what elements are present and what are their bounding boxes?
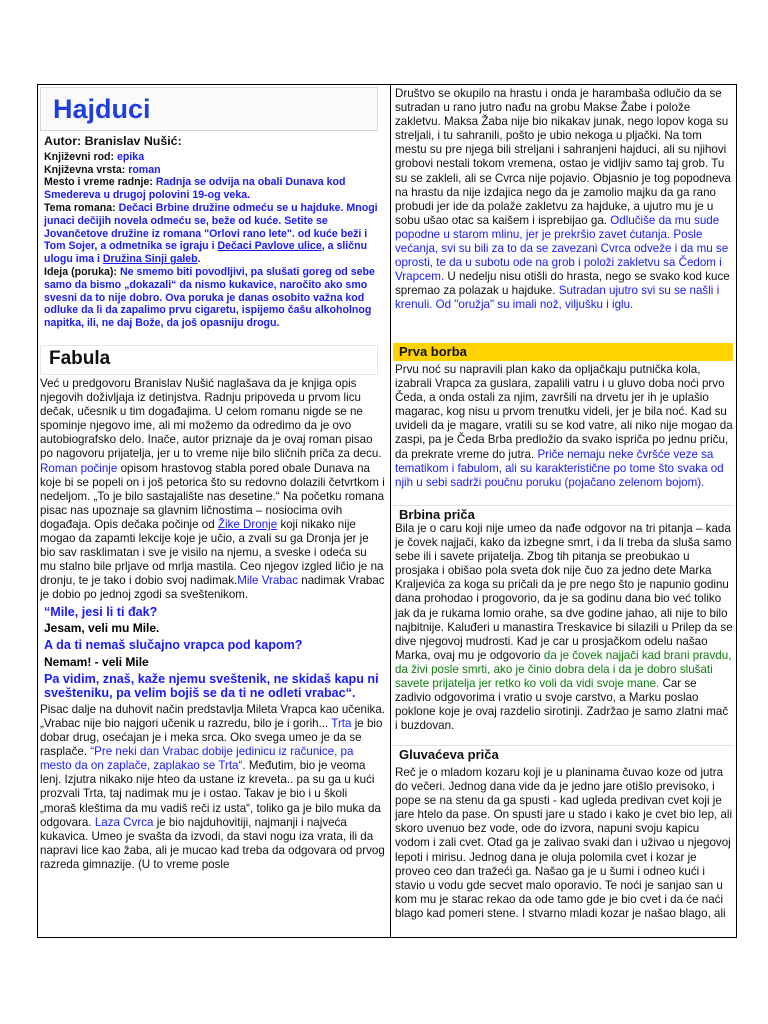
text-span: je bio dobar drug, osećajan je i meka srca. Oko svega umeo je da se rasplače. (40, 716, 383, 759)
link-zike-dronje[interactable]: Žike Dronje (217, 517, 278, 531)
text-span: Car se zadivio odgovorima i vratio u svoje carstvo, a Marku poslao poklone koje je ovaj razdelio sirotinji. Zadržao je samo zlatni mač i buzdovan. (395, 677, 729, 733)
text-span: Već u predgovoru Branislav Nušić naglašava da je knjiga opis njegovih doživljaja iz detinjstva. Radnju pripoveda u prvom licu dečak, učesnik u tim događajima. U celom romanu nigde se ne spominje njegovo ime, ali mi možemo da odredimo da je ovo autobiografsko delo. Inače, autor priznaje da je ovaj roman pisao po nagovoru prijatelja, jer u to vreme nije bilo sličnih priča za decu. (40, 377, 382, 461)
document-page (37, 84, 737, 938)
genre-label: Književni rod: (44, 150, 115, 163)
genre-value: epika (117, 150, 145, 163)
document-title: Hajduci (53, 94, 151, 124)
idea-label: Ideja (poruka): (44, 265, 117, 278)
place-value: Radnja se odvija na obali Dunava kod Smedereva u drugoj polovini 19-og veka. (44, 176, 346, 202)
text-span: Društvo se okupilo na hrastu i onda je harambaša odlučio da se sutradan u rano jutro nađu na grobu Makse Žabe i polože zakletvu. Maksa Žaba nije bio nikakav junak, nego lopov koga su streljali, i tu sahranili, pošto je ubio nekoga u pljački. Na tom mestu su pre njega bili streljani i sahranjeni hajduci, ali su njihovi grobovi nestali tokom vremena, ostao je vidljiv samo taj grob. Tu su se zakleli, ali se Cvrca nije pojavio. Objasnio je tog popodneva na hrastu da nije izdajica nego da je zamolio majku da ga rano probudi jer ide da polaže zakletvu za hajduke, a ujutro mu je u sobu ušao otac sa kaišem i isprebijao ga. (395, 87, 731, 227)
text-span: U nedelju nisu otišli do hrasta, nego se svako kod kuce spremao za polazak u hajduke. (395, 270, 730, 298)
left-column (38, 85, 391, 937)
section-heading-prva-borba (393, 343, 733, 361)
text-span: Međutim, bio je veoma lenj. Izjutra nikako nije hteo da ustane iz kreveta.. pa su ga u kući prozvali Trta, taj nadimak mu je i ostao. Takav je bio i u školi „moraš kleštima da mu vadiš reči iz usta“, toliko ga je bilo muka da odgovara. (40, 759, 381, 829)
title-box (40, 87, 378, 131)
theme-text-c: . (197, 253, 201, 266)
text-span: Bila je o caru koji nije umeo da nađe odgovor na tri pitanja – kada je čovek najjači, kako da izbegne smrt, i da li treba da sluša samo sebe ili i savete prijatelja. Zbog tih pitanja se preobukao u prosjaka i obišao pola sveta dok nije čuo za jedno dete Marka Kraljevića za koga su pričali da je pre nego što je napunio godinu dana prohodao i progovorio, da je sa godinu dana bio već toliko jak da je rukama lomio orahe, sa dve godine jahao, ali nije to bilo najbitnije. Kaluđeri u manastira Treskavice bi silazili u Prilep da se dive njegovoj mudrosti. Kad je car u prosjačkom odelu našao Marka, ovaj mu je odgovorio (395, 522, 733, 662)
section-heading-gluvaceva-prica (393, 745, 733, 764)
kind-line (44, 164, 382, 177)
place-line (44, 176, 382, 202)
text-span: je bio najduhovitiji, najmanji i najveća kukavica. Umeo je svašta da izvodi, da stavi nogu iza vrata, ili da napravi lice kao žaba, ali je mucao kad treba da odgovara od prvog razreda gimnazije. (U to vreme posle (40, 815, 385, 871)
prva-borba-paragraph (395, 363, 733, 490)
dialog-line-2: Jesam, veli mu Mile. (44, 621, 160, 636)
theme-line (44, 202, 382, 266)
dialog-line-1: “Mile, jesi li ti đak? (44, 604, 158, 619)
brbina-paragraph (395, 522, 733, 733)
right-column (391, 85, 736, 937)
section-title: Prva borba (399, 344, 467, 359)
link-druzina-sinji-galeb[interactable]: Družina Sinji galeb (102, 253, 198, 266)
text-span: koji nikako nije mogao da zapamti lekcije koje je učio, a zvali su ga Dronja jer je bio sav rasklimatan i sve je visilo na njemu, a sveske i odeća su mu stalno bile prljave od mrlja mastila. Ceo njegov izgled ličio je na dronju, te je tako i dobio svoj nadimak. (40, 517, 384, 588)
roman-pocinje: Roman počinje (40, 461, 118, 475)
trta-quote: “Pre neki dan Vrabac dobije jedinicu iz računice, pa mesto da on zaplače, zaplakao se Trta“. (40, 745, 354, 773)
gluvaceva-paragraph: Reč je o mladom kozaru koji je u planinama čuvao koze od jutra do večeri. Jednog dana vide da je jedno jare otišlo previsoko, i pope se na stenu da ga spusti - kad ugleda predivan cvet koji je jare htelo da pase. On spusti jare u stado i kako je cvet bio lep, ali skoro uvenuo bez vode, ode do izvora, napuni svoju kapicu vodom i zali cvet. Otad ga je zalivao svaki dan i uživao u njegovoj lepoti i mirisu. Jednog dana je oluja polomila cvet i kozar je proveo ceo dan tražeći ga. Našao ga je u šumi i odneo kući i stavio u vodu gde secvet malo oporavio. Te noći je sanjao san u kom mu je starac rekao da ode tamo gde je bio cvet i da će naći blago kad pomeri stene. I stvarno mladi kozar je našao blago, ali (395, 766, 733, 920)
place-label: Mesto i vreme radnje: (44, 176, 153, 189)
theme-text-a: Dečaci Brbine družine odmeću se u hajduke. Mnogi junaci dečijih novela odmeću se, beže od kuće. Setite se Jovančetove družine iz romana "Orlovi rano lete". od kuće beži i Tom Sojer, a odmetnika se igraju i (44, 201, 378, 253)
book-metadata (44, 135, 382, 330)
fabula-paragraph-2 (40, 703, 385, 872)
section-title: Gluvaćeva priča (399, 747, 499, 762)
theme-label: Tema romana: (44, 201, 116, 214)
fabula-heading-box (40, 345, 378, 375)
kind-value: roman (128, 163, 161, 176)
trta-name: Trta (331, 716, 352, 730)
mile-vrabac: Mile Vrabac (237, 574, 299, 588)
kind-label: Književna vrsta: (44, 163, 126, 176)
laza-cvrca: Laza Cvrca (94, 815, 154, 829)
gluvaceva-prica-body (395, 766, 733, 921)
section-title: Brbina priča (399, 507, 475, 522)
dialog-line-4: Nemam! - veli Mile (44, 654, 149, 669)
fabula-paragraph-1 (40, 377, 385, 603)
green-moral-text: da je čovek najjači kad brani pravdu, da živi posle smrti, ako je činio dobra dela i da je dobro slušati savete prijatelja jer retko ko voli da vidi svoje mane. (395, 648, 732, 691)
genre-line (44, 151, 382, 164)
blue-text: Sutradan ujutro svi su se našli i krenuli. Od "oružja" su imali nož, viljušku i iglu. (395, 284, 720, 312)
blue-text: Priče nemaju neke čvršće veze sa tematikom i fabulom, ali su karakteristične po tome što svaka od njih u sebi sadrži poučnu poruku (pojačano zelenom bojom). (395, 447, 724, 489)
theme-text-b: , a sličnu ulogu ima i (44, 240, 368, 266)
text-span: opisom hrastovog stabla pored obale Dunava na koje bi se popeli on i još petorica što su redovno dolazili četvrtkom i nedeljom. „To je bilo sastajalište nas desetine.“ Na početku romana pisac nas upoznaje sa glavnim ličnostima – nosiocima ovih događaja. Opis dečaka počinje od (40, 461, 385, 531)
blue-text: Odlučiše da mu sude popodne u starom mlinu, jer je prekršio zavet ćutanja. Posle većanja, svi su bili za to da se zavezani Cvrca odveže i da mu se oprosti, te da u subotu ode na grob i položi zakletvu sa Čedom i Vrapcem. (395, 213, 729, 284)
intro-continued (395, 87, 733, 313)
right-paragraph-1 (395, 87, 733, 313)
text-span: Pisac dalje na duhovit način predstavlja Mileta Vrapca kao učenika. „Vrabac nije bio najgori učenik u razredu, bilo je i gorih... (40, 702, 386, 730)
text-span: Prvu noć su napravili plan kako da opljačkaju putnička kola, izabrali Vrapca za guslara, zapalili vatru i u gluvo doba noći prvo Čeda, a onda ostali za njim, završili na drvetu jer ih je uplašio magarac, kog nisu u prvom trenutku videli, jer je bila noć. Kad su uvideli da je magare, vratili su se kod vatre, ali niko nije mogao da zaspi, pa je Čeda Brba predložio da svako ispriča po jednu priču, da prekrate vreme do jutra. (395, 363, 733, 461)
text-span: nadimak Vrabac je dobio po jednoj zgodi sa sveštenikom. (40, 574, 385, 602)
link-decaci-pavlove-ulice[interactable]: Dečaci Pavlove ulice (217, 240, 322, 253)
author-line: Autor: Branislav Nušić: (44, 134, 182, 148)
dialog-line-5: Pa vidim, znaš, kaže njemu sveštenik, ne skidaš kapu ni svešteniku, pa velim bojiš se da ti ne odleti vrabac“. (44, 671, 379, 701)
dialog-line-3: A da ti nemaš slučajno vrapca pod kapom? (44, 638, 303, 653)
prva-borba-body (395, 363, 733, 490)
fabula-heading: Fabula (49, 348, 111, 369)
brbina-prica-body (395, 522, 733, 733)
idea-line (44, 266, 382, 330)
idea-value: Ne smemo biti povodljivi, pa slušati goreg od sebe samo da bismo „dokazali“ da nismo kukavice, naročito ako smo svesni da to nije dobro. Ova poruka je danas osobito važna kod odluke da li da zapalimo prvu cigaretu, ispijemo čašu alkoholnog napitka, ili, ne daj Bože, da još opasniju drogu. (44, 265, 375, 330)
fabula-body (40, 377, 385, 872)
